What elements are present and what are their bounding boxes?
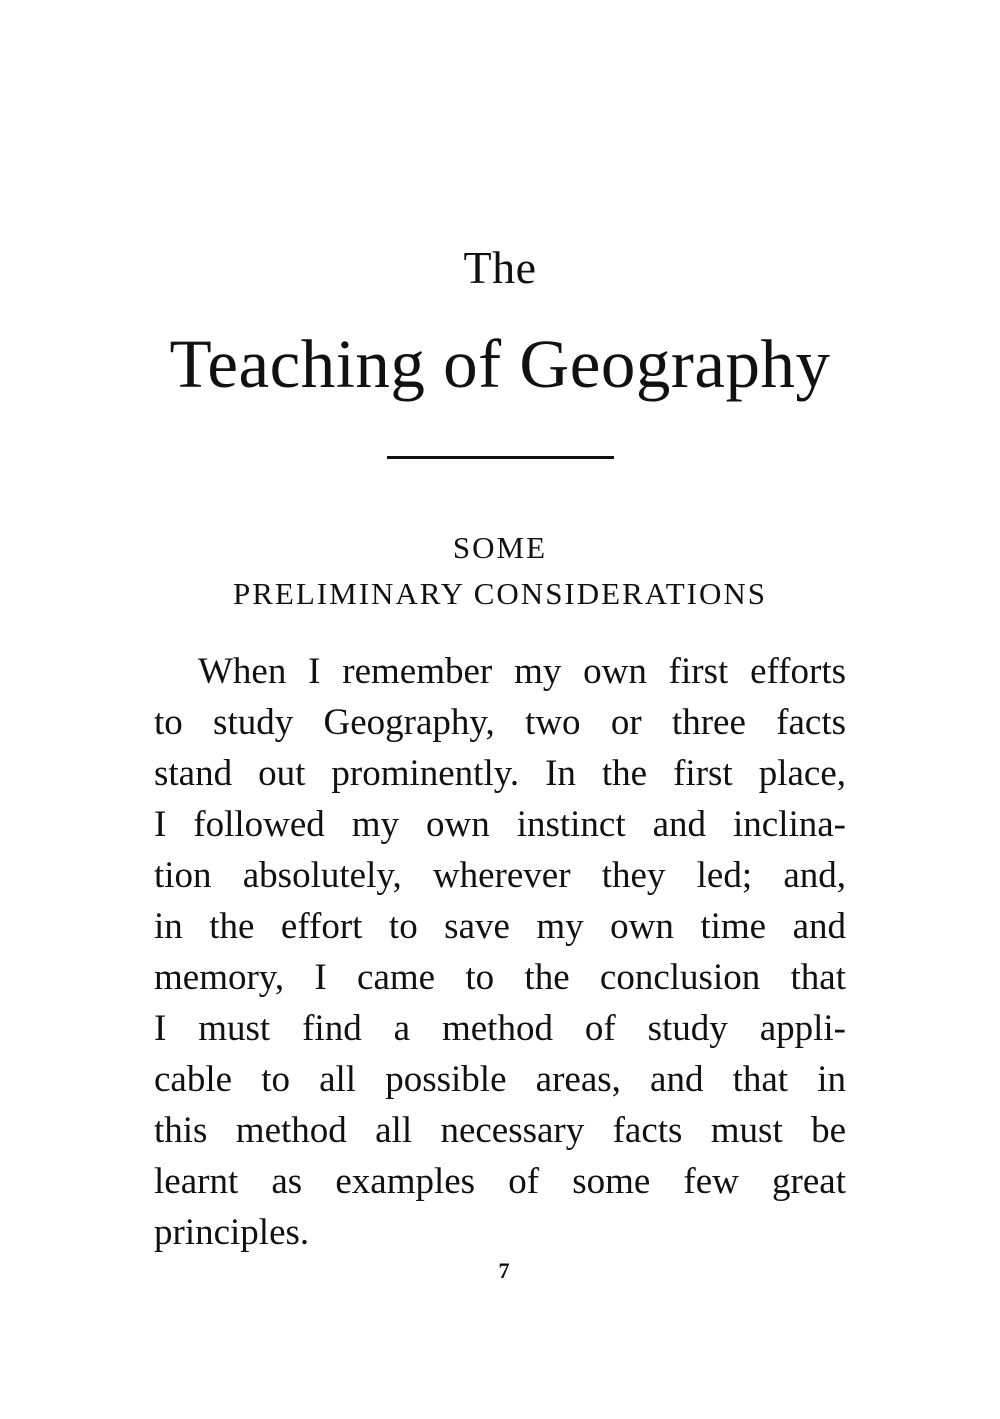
paragraph-line: I followed my own instinct and inclina- (154, 804, 846, 845)
paragraph-line: to study Geography, two or three facts (154, 702, 846, 743)
paragraph-line: I must find a method of study appli- (154, 1008, 846, 1049)
body-paragraph (154, 646, 846, 1258)
paragraph-line: principles. (154, 1212, 310, 1253)
paragraph-line: When I remember my own first efforts (198, 651, 846, 692)
title-the: The (463, 242, 537, 293)
section-heading-line-1: SOME (452, 530, 548, 565)
page-number: 7 (498, 1258, 510, 1283)
paragraph-line: in the effort to save my own time and (154, 906, 846, 947)
section-heading-line-2: PRELIMINARY CONSIDERATIONS (233, 576, 767, 611)
paragraph-line: cable to all possible areas, and that in (154, 1059, 846, 1100)
title-divider-rule (387, 456, 614, 459)
paragraph-line: learnt as examples of some few great (154, 1161, 846, 1202)
paragraph-line: this method all necessary facts must be (154, 1110, 846, 1151)
title-main: Teaching of Geography (169, 326, 831, 402)
paragraph-line: tion absolutely, wherever they led; and, (154, 855, 846, 896)
paragraph-line: memory, I came to the conclusion that (154, 957, 846, 998)
paragraph-line: stand out prominently. In the first place, (154, 753, 846, 794)
